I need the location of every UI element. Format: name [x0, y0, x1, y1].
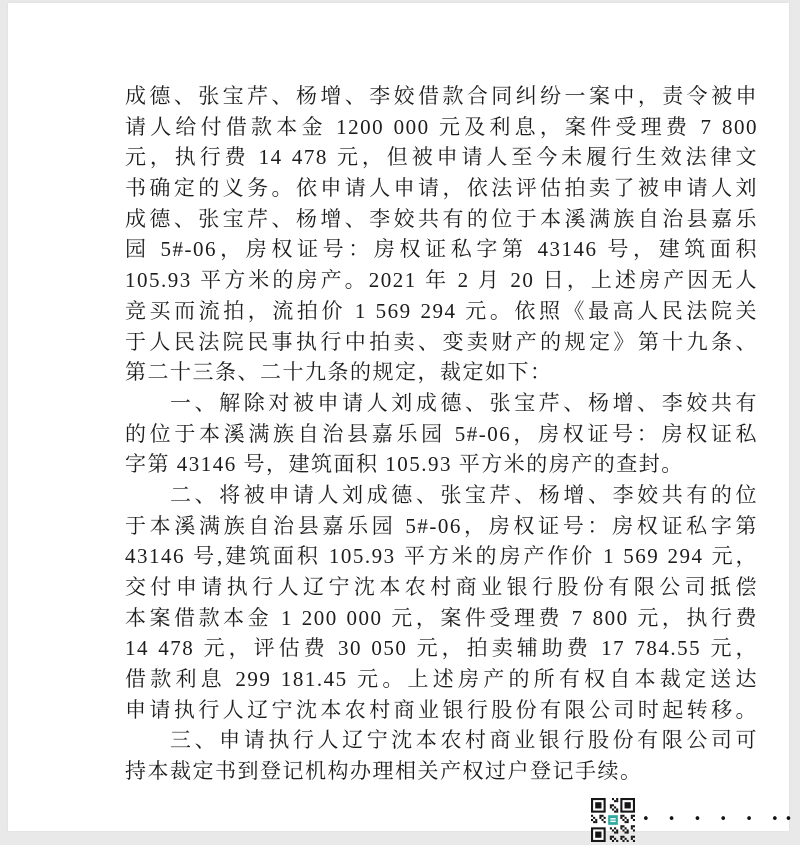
document-line: 14 478 元，评估费 30 050 元，拍卖辅助费 17 784.55 元， — [125, 636, 758, 661]
trailing-dots: • • • • • •• — [642, 811, 799, 827]
qr-code — [591, 798, 635, 842]
document-body — [125, 81, 758, 787]
document-line: 的位于本溪满族自治县嘉乐园 5#-06，房权证号：房权证私 — [125, 421, 758, 446]
document-line: 第二十三条、二十九条的规定，裁定如下： — [125, 360, 553, 385]
document-line: 成德、张宝芹、杨增、李姣借款合同纠纷一案中，责令被申 — [125, 84, 758, 108]
document-line: 申请执行人辽宁沈本农村商业银行股份有限公司时起转移。 — [125, 697, 758, 722]
document-line-item-2: 二、将被申请人刘成德、张宝芹、杨增、李姣共有的位 — [170, 482, 758, 507]
document-line: 字第 43146 号，建筑面积 105.93 平方米的房产的查封。 — [125, 452, 684, 477]
document-line: 持本裁定书到登记机构办理相关产权过户登记手续。 — [125, 759, 643, 784]
document-line: 借款利息 299 181.45 元。上述房产的所有权自本裁定送达 — [125, 667, 758, 692]
document-line: 105.93 平方米的房产。2021 年 2 月 20 日，上述房产因无人 — [125, 268, 758, 293]
document-line: 本案借款本金 1 200 000 元，案件受理费 7 800 元，执行费 — [125, 605, 758, 630]
paper-sheet — [8, 3, 799, 831]
document-line-item-3: 三、申请执行人辽宁沈本农村商业银行股份有限公司可 — [170, 728, 758, 753]
document-line: 园 5#-06，房权证号：房权证私字第 43146 号，建筑面积 — [125, 237, 758, 262]
document-line: 交付申请执行人辽宁沈本农村商业银行股份有限公司抵偿 — [125, 575, 758, 599]
document-line: 于本溪满族自治县嘉乐园 5#-06，房权证号：房权证私字第 — [125, 513, 758, 538]
document-line: 请人给付借款本金 1200 000 元及利息，案件受理费 7 800 — [125, 114, 758, 139]
document-line-item-1: 一、解除对被申请人刘成德、张宝芹、杨增、李姣共有 — [170, 390, 758, 415]
document-line: 成德、张宝芹、杨增、李姣共有的位于本溪满族自治县嘉乐 — [125, 206, 758, 231]
document-line: 43146 号,建筑面积 105.93 平方米的房产作价 1 569 294 元， — [125, 544, 758, 569]
footer-row — [591, 798, 798, 842]
document-line: 元，执行费 14 478 元，但被申请人至今未履行生效法律文 — [125, 145, 758, 170]
document-line: 书确定的义务。依申请人申请，依法评估拍卖了被申请人刘 — [125, 176, 758, 201]
document-line: 竞买而流拍，流拍价 1 569 294 元。依照《最高人民法院关 — [125, 298, 758, 323]
document-line: 于人民法院民事执行中拍卖、变卖财产的规定》第十九条、 — [125, 329, 758, 354]
